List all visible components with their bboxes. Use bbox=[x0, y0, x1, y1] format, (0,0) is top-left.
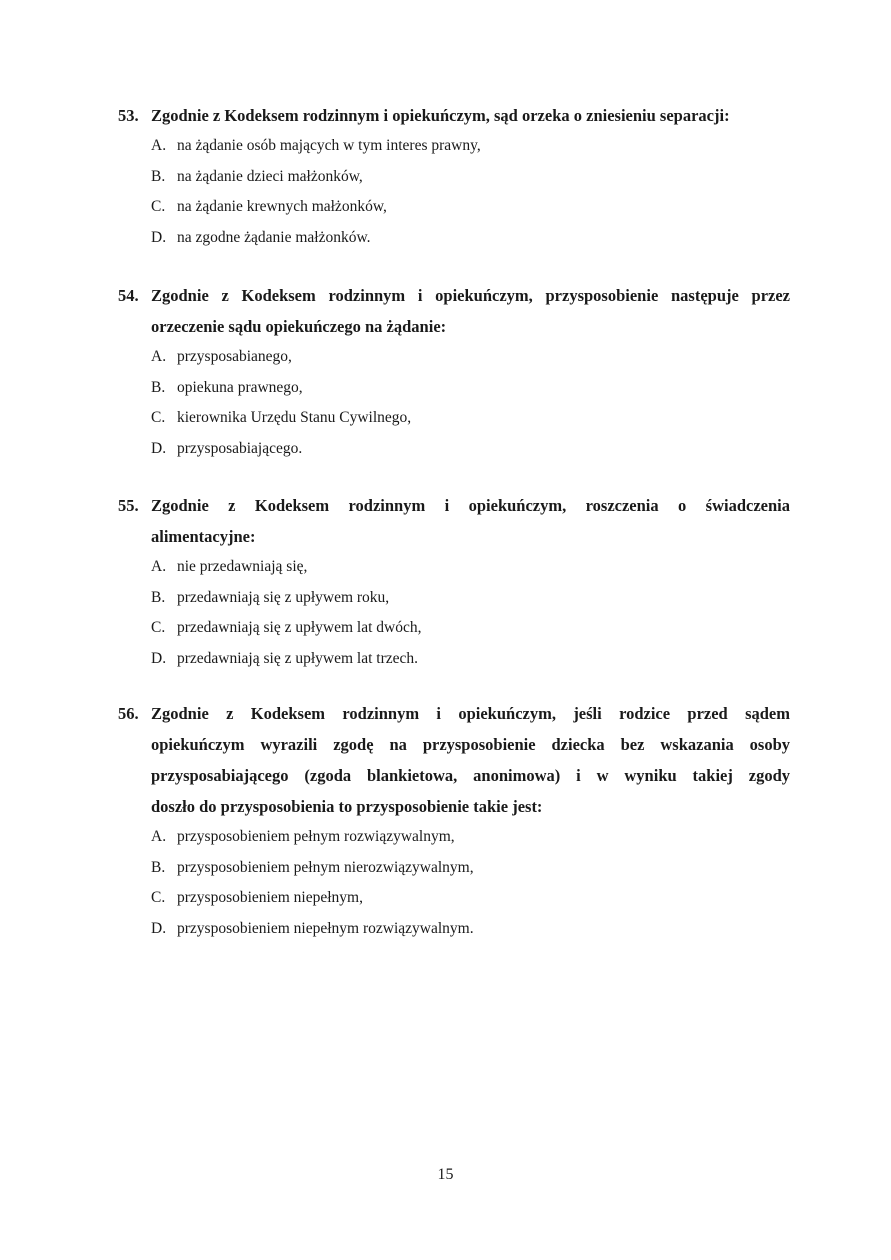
answer-option-a[interactable] bbox=[151, 552, 790, 583]
option-letter: A. bbox=[151, 828, 167, 845]
question-text-line: przysposabiającego (zgoda blankietowa, anonimowa) i w wyniku takiej zgody bbox=[151, 766, 790, 785]
answer-option-b[interactable] bbox=[151, 162, 790, 193]
question-number: 55. bbox=[118, 496, 139, 515]
question-54 bbox=[118, 280, 790, 464]
question-text-line: Zgodnie z Kodeksem rodzinnym i opiekuńczym, przysposobienie następuje przez bbox=[151, 286, 790, 305]
question-text-line: alimentacyjne: bbox=[151, 527, 256, 546]
question-number: 54. bbox=[118, 286, 139, 305]
question-header bbox=[118, 698, 790, 822]
question-55 bbox=[118, 490, 790, 674]
option-text: przysposabiającego. bbox=[177, 439, 303, 457]
option-text: przysposobieniem niepełnym, bbox=[177, 889, 363, 906]
answer-option-b[interactable] bbox=[151, 583, 790, 614]
option-text: przysposabianego, bbox=[177, 348, 292, 365]
option-letter: B. bbox=[151, 588, 166, 606]
option-text: na żądanie osób mających w tym interes prawny, bbox=[177, 137, 481, 154]
answer-option-c[interactable] bbox=[151, 192, 790, 223]
option-letter: D. bbox=[151, 649, 167, 667]
answer-option-c[interactable] bbox=[151, 883, 790, 914]
answer-option-d[interactable] bbox=[151, 434, 790, 465]
option-text: nie przedawniają się, bbox=[177, 558, 308, 575]
option-letter: B. bbox=[151, 858, 166, 876]
question-text-line: Zgodnie z Kodeksem rodzinnym i opiekuńczym, jeśli rodzice przed sądem bbox=[151, 704, 790, 723]
option-letter: D. bbox=[151, 439, 167, 457]
option-letter: A. bbox=[151, 348, 167, 365]
question-53 bbox=[118, 100, 790, 253]
question-text: Zgodnie z Kodeksem rodzinnym i opiekuńczym, sąd orzeka o zniesieniu separacji: bbox=[151, 106, 730, 125]
answer-option-c[interactable] bbox=[151, 613, 790, 644]
option-letter: A. bbox=[151, 137, 167, 154]
question-header bbox=[118, 490, 790, 552]
answer-option-d[interactable] bbox=[151, 914, 790, 945]
option-text: przysposobieniem pełnym rozwiązywalnym, bbox=[177, 828, 455, 845]
answer-option-d[interactable] bbox=[151, 223, 790, 254]
answer-option-a[interactable] bbox=[151, 822, 790, 853]
option-letter: C. bbox=[151, 619, 166, 636]
question-header bbox=[118, 280, 790, 342]
question-text-line: orzeczenie sądu opiekuńczego na żądanie: bbox=[151, 317, 447, 336]
question-number: 56. bbox=[118, 704, 139, 723]
answer-option-b[interactable] bbox=[151, 373, 790, 404]
option-text: przedawniają się z upływem lat trzech. bbox=[177, 649, 418, 667]
option-letter: B. bbox=[151, 378, 166, 396]
option-text: na zgodne żądanie małżonków. bbox=[177, 228, 371, 246]
answer-option-c[interactable] bbox=[151, 403, 790, 434]
option-letter: B. bbox=[151, 167, 166, 185]
option-text: na żądanie krewnych małżonków, bbox=[177, 198, 387, 215]
answer-option-d[interactable] bbox=[151, 644, 790, 675]
option-letter: C. bbox=[151, 889, 166, 906]
question-text bbox=[151, 490, 790, 552]
option-text: przedawniają się z upływem lat dwóch, bbox=[177, 619, 422, 636]
option-text: opiekuna prawnego, bbox=[177, 378, 303, 396]
question-text bbox=[151, 698, 790, 822]
answer-option-a[interactable] bbox=[151, 342, 790, 373]
question-number: 53. bbox=[118, 106, 139, 125]
question-text bbox=[151, 280, 790, 342]
option-letter: D. bbox=[151, 919, 167, 937]
option-letter: D. bbox=[151, 228, 167, 246]
question-text-line: doszło do przysposobienia to przysposobienie takie jest: bbox=[151, 797, 543, 816]
option-letter: A. bbox=[151, 558, 167, 575]
question-header bbox=[118, 100, 790, 131]
option-text: przedawniają się z upływem roku, bbox=[177, 588, 390, 606]
question-56 bbox=[118, 698, 790, 944]
answer-options bbox=[118, 552, 790, 674]
option-text: przysposobieniem niepełnym rozwiązywalnym. bbox=[177, 919, 474, 937]
answer-options bbox=[118, 342, 790, 464]
option-text: kierownika Urzędu Stanu Cywilnego, bbox=[177, 409, 412, 426]
answer-option-a[interactable] bbox=[151, 131, 790, 162]
question-text-line: opiekuńczym wyrazili zgodę na przysposobienie dziecka bez wskazania osoby bbox=[151, 735, 790, 754]
answer-options bbox=[118, 822, 790, 944]
option-text: przysposobieniem pełnym nierozwiązywalnym, bbox=[177, 858, 474, 876]
option-letter: C. bbox=[151, 198, 166, 215]
page-number: 15 bbox=[437, 1166, 454, 1183]
option-text: na żądanie dzieci małżonków, bbox=[177, 167, 363, 185]
answer-option-b[interactable] bbox=[151, 853, 790, 884]
answer-options bbox=[118, 131, 790, 253]
option-letter: C. bbox=[151, 409, 166, 426]
question-text-line: Zgodnie z Kodeksem rodzinnym i opiekuńczym, roszczenia o świadczenia bbox=[151, 496, 790, 515]
